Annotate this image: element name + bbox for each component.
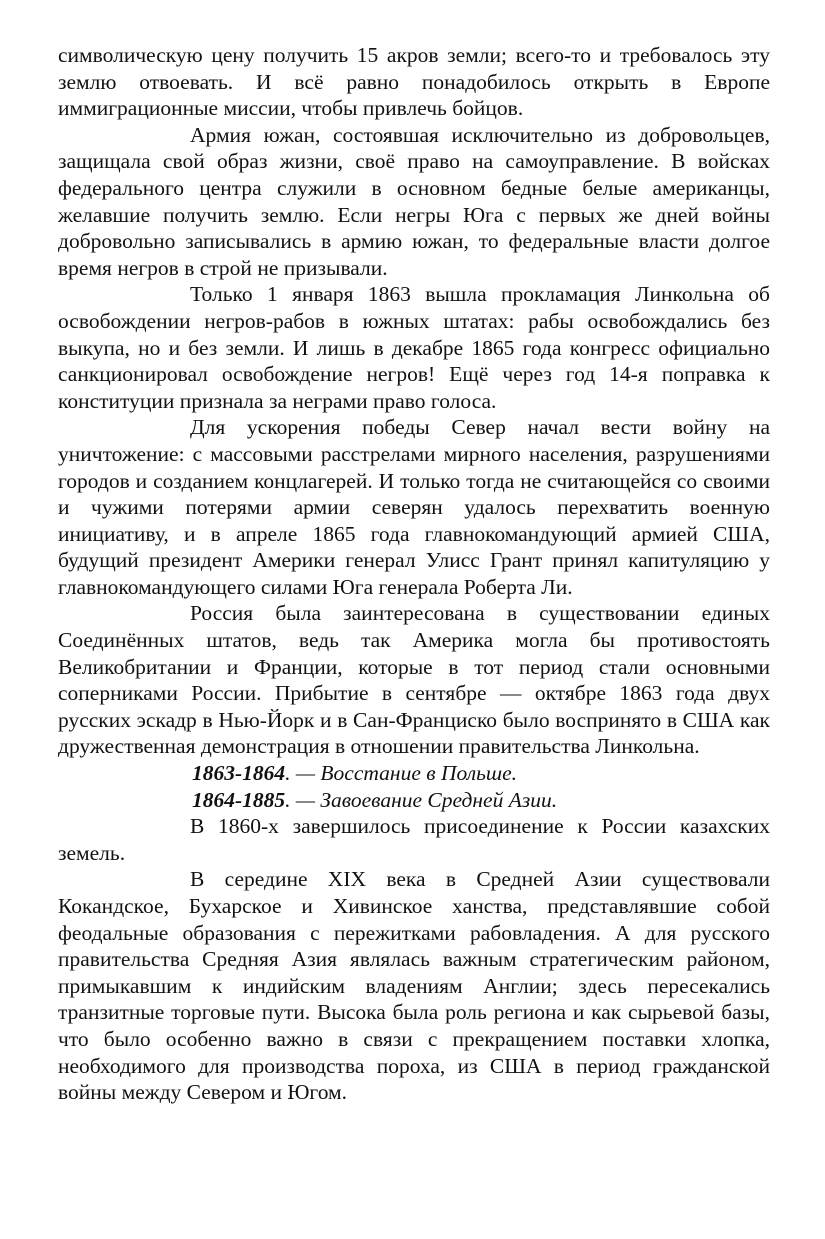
paragraph-continued: символическую цену получить 15 акров земли; всего-то и требовалось эту землю отвоевать. И всё равно понадобилось открыть в Европе иммиграционные миссии, чтобы привлечь бойцов.	[58, 43, 770, 121]
paragraph-lincoln-proclamation: Только 1 января 1863 вышла прокламация Линкольна об освобождении негров-рабов в южных штатах: рабы освобождались без выкупа, но и без земли. И лишь в декабре 1865 года конгресс официально санкционировал освобождение негров! Ещё через год 14-я поправка к конституции признала за неграми право голоса.	[58, 282, 770, 413]
paragraph-war-of-annihilation: Для ускорения победы Север начал вести войну на уничтожение: с массовыми расстрелами мирного населения, разрушениями городов и созданием концлагерей. И только тогда не считающейся со своими и чужими потерями армии северян удалось перехватить военную инициативу, и в апреле 1865 года главнокомандующий армией США, будущий президент Америки генерал Улисс Грант принял капитуляцию у главнокомандующего силами Юга генерала Роберта Ли.	[58, 415, 770, 599]
paragraph-south-army: Армия южан, состоявшая исключительно из добровольцев, защищала свой образ жизни, своё право на самоуправление. В войсках федерального центра служили в основном бедные белые американцы, желавшие получить землю. Если негры Юга с первых же дней войны добровольно записывались в армию южан, то федеральные власти долгое время негров в строй не призывали.	[58, 122, 770, 280]
event-years: 1864-1885	[192, 787, 286, 812]
event-years: 1863-1864	[192, 761, 286, 786]
paragraph-kazakh-lands: В 1860-х завершилось присоединение к России казахских земель.	[58, 814, 770, 865]
paragraph-central-asia-khanates: В середине XIX века в Средней Азии существовали Кокандское, Бухарское и Хивинское ханства, представлявшие собой феодальные образования с пережитками рабовладения. А для русского правительства Средняя Азия являлась важным стратегическим районом, примыкавшим к индийским владениям Англии; здесь пересекались транзитные торговые пути. Высока была роль региона и как сырьевой базы, что было особенно важно в связи с прекращением поставки хлопка, необходимого для производства пороха, из США в период гражданской войны между Севером и Югом.	[58, 867, 770, 1105]
event-text: . — Восстание в Польше.	[285, 761, 518, 786]
event-line-polish-uprising	[58, 760, 770, 787]
document-page	[58, 42, 770, 1106]
paragraph-russia-interest: Россия была заинтересована в существовании единых Соединённых штатов, ведь так Америка могла бы противостоять Великобритании и Франции, которые в тот период стали основными соперниками России. Прибытие в сентябре — октябре 1863 года двух русских эскадр в Нью-Йорк и в Сан-Франциско было воспринято в США как дружественная демонстрация в отношении правительства Линкольна.	[58, 601, 770, 759]
event-text: . — Завоевание Средней Азии.	[285, 787, 558, 812]
event-line-central-asia	[58, 787, 770, 814]
